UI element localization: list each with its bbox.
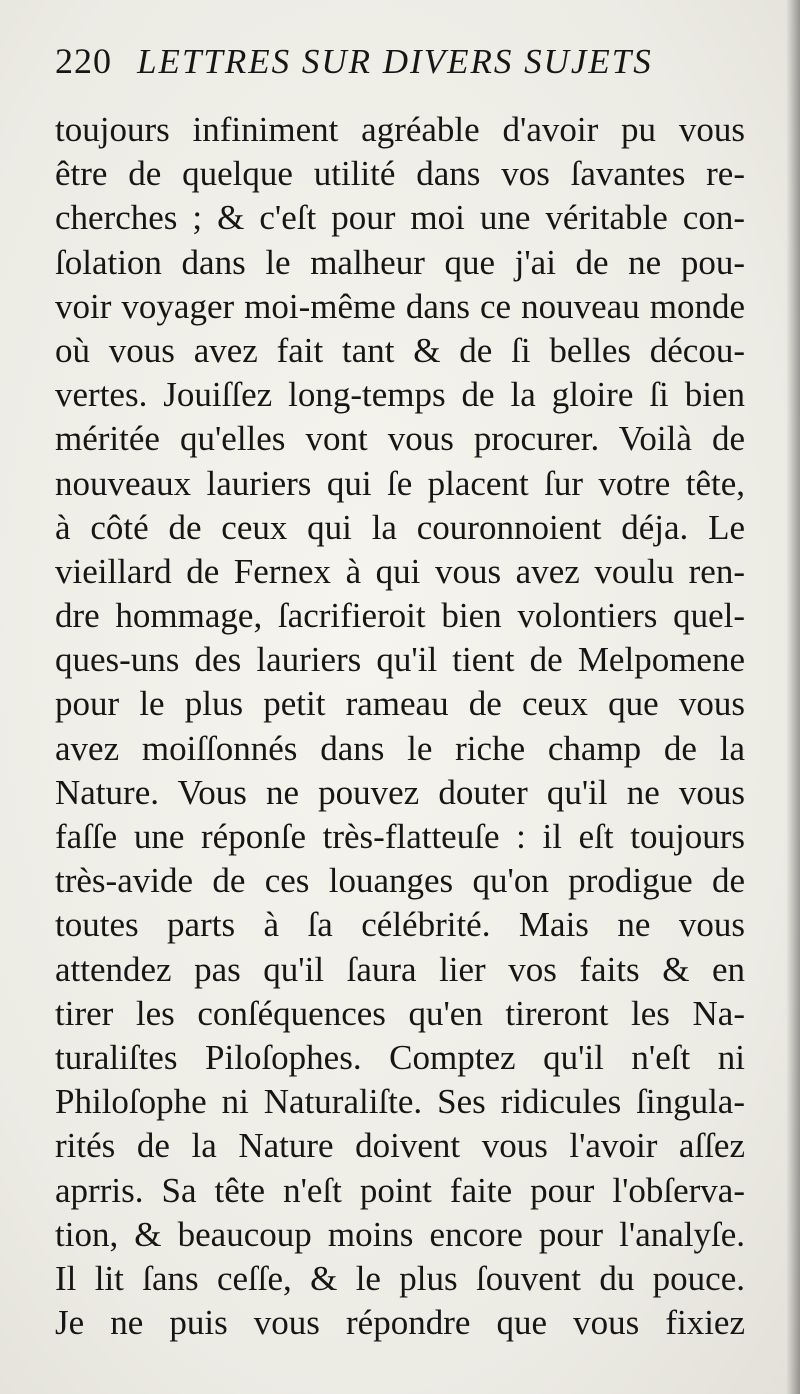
text-line: être de quelque utilité dans vos ſavantes re-: [55, 154, 745, 194]
text-line: avez moiſſonnés dans le riche champ de la: [55, 728, 745, 768]
body-text: [55, 108, 745, 1345]
text-line: ques-uns des lauriers qu'il tient de Melpomene: [55, 640, 745, 680]
text-line: toutes parts à ſa célébrité. Mais ne vous: [55, 905, 745, 945]
text-line: Nature. Vous ne pouvez douter qu'il ne vous: [55, 772, 745, 812]
text-line: pour le plus petit rameau de ceux que vous: [55, 684, 745, 724]
text-line: Il lit ſans ceſſe, & le plus ſouvent du pouce.: [55, 1258, 745, 1298]
text-line: turaliſtes Piloſophes. Comptez qu'il n'eſt ni: [55, 1037, 745, 1077]
text-line: très-avide de ces louanges qu'on prodigue de: [55, 861, 745, 901]
text-line: Je ne puis vous répondre que vous fixiez: [55, 1303, 745, 1343]
text-line: attendez pas qu'il ſaura lier vos faits & en: [55, 949, 745, 989]
text-line: voir voyager moi-même dans ce nouveau monde: [55, 286, 745, 326]
text-line: à côté de ceux qui la couronnoient déja. Le: [55, 507, 745, 547]
running-head: [55, 40, 755, 96]
text-line: aprris. Sa tête n'eſt point faite pour l'obſerva-: [55, 1170, 745, 1210]
text-line: tion, & beaucoup moins encore pour l'analyſe.: [55, 1214, 745, 1254]
text-line: cherches ; & c'eſt pour moi une véritable con-: [55, 198, 745, 238]
text-line: rités de la Nature doivent vous l'avoir aſſez: [55, 1126, 745, 1166]
page-edge-shadow: [786, 0, 800, 1394]
text-line: où vous avez fait tant & de ſi belles décou-: [55, 330, 745, 370]
text-line: ſolation dans le malheur que j'ai de ne pou-: [55, 242, 745, 282]
text-line: dre hommage, ſacrifieroit bien volontiers quel-: [55, 596, 745, 636]
text-line: toujours infiniment agréable d'avoir pu vous: [55, 110, 745, 149]
running-title: LETTRES SUR DIVERS SUJETS: [137, 42, 653, 81]
text-line: méritée qu'elles vont vous procurer. Voilà de: [55, 419, 745, 459]
text-line: tirer les conſéquences qu'en tireront les Na-: [55, 993, 745, 1033]
text-line: Philoſophe ni Naturaliſte. Ses ridicules ſingula-: [55, 1082, 745, 1122]
text-line: nouveaux lauriers qui ſe placent ſur votre tête,: [55, 463, 745, 503]
text-line: vieillard de Fernex à qui vous avez voulu ren-: [55, 551, 745, 591]
page-number: 220: [55, 41, 112, 81]
text-line: vertes. Jouiſſez long-temps de la gloire ſi bien: [55, 375, 745, 415]
text-line: faſſe une réponſe très-flatteuſe : il eſt toujours: [55, 817, 745, 856]
